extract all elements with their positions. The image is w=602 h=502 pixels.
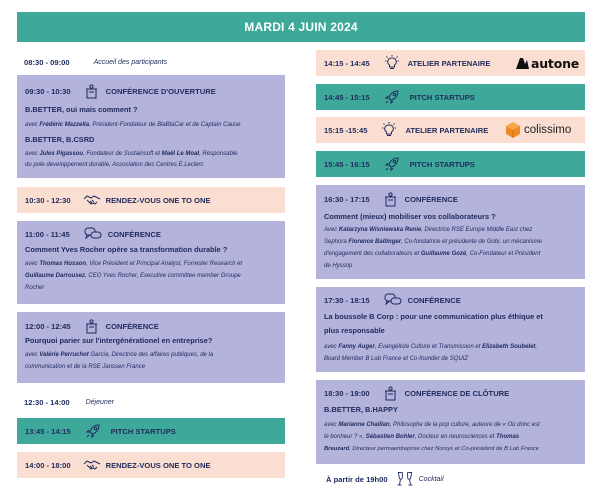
- pitch1-title: PITCH STARTUPS: [110, 426, 176, 436]
- opening-subtitle-1: B.BETTER, oui mais comment ?: [25, 105, 138, 114]
- podium-icon: [384, 386, 397, 401]
- conf4-desc-2: Board Member B Lab France et Co-founder de SQUIZ: [324, 356, 469, 362]
- conf4-desc-1: avec Fanny Auger, Evangéliste Culture et Transmission et Elizabeth Soubelet,: [324, 344, 538, 350]
- handshake-icon: [83, 459, 101, 471]
- conf1-title: CONFÉRENCE: [107, 229, 161, 239]
- lunch-label: Déjeuner: [85, 398, 115, 406]
- cocktail-label: Cocktail: [418, 475, 444, 483]
- opening-desc-2b: du pole developpement durable, Association des Centres E.Leclerc: [25, 162, 204, 168]
- welcome-label: Accueil des participants: [93, 58, 168, 66]
- conference-card-b-corp: [316, 287, 585, 372]
- conf2-desc-2: communication et de la RSE Janssen France: [25, 364, 146, 370]
- rocket-icon: [384, 89, 400, 105]
- pitch-startups-card-1: [17, 418, 285, 444]
- pitch1-time: 13:45 - 14:15: [25, 426, 71, 436]
- opening-subtitle-2: B.BETTER, B.CSRD: [25, 135, 95, 144]
- podium-icon: [85, 319, 98, 334]
- colissimo-logo-text: colissimo: [524, 124, 572, 136]
- colissimo-logo: [505, 117, 571, 143]
- atelier1-time: 14:15 - 14:45: [324, 58, 370, 68]
- day-title: MARDI 4 JUIN 2024: [244, 20, 358, 34]
- handshake-icon: [83, 194, 101, 206]
- closing-title: CONFÉRENCE DE CLÔTURE: [404, 388, 510, 398]
- meet1-title: RENDEZ-VOUS ONE TO ONE: [105, 195, 211, 205]
- conf3-desc-2: Sephora Florence Baitinger, Co-fondatrice et présidente de Gobi, un mécanisme: [324, 239, 542, 245]
- champagne-glasses-icon: [396, 471, 414, 487]
- closing-time: 18:30 - 19:00: [324, 388, 370, 398]
- conf2-desc-1: avec Valérie Perruchot Garcia, Directrice des affaires publiques, de la: [25, 352, 214, 358]
- opening-desc-1: avec Frédéric Mazzella, Président-Fondateur de BlaBlaCar et de Captain Cause: [25, 122, 241, 128]
- conf3-desc-4: de Hyssop: [324, 263, 353, 269]
- conf3-desc-1: Avec Katarzyna Wisniewska Renie, Directrice RSE Europe Middle East chez: [324, 227, 533, 233]
- closing-subtitle: B.BETTER, B.HAPPY: [324, 405, 398, 414]
- rocket-icon: [384, 156, 400, 172]
- pitch3-time: 15:45 - 16:15: [324, 159, 370, 169]
- pitch2-time: 14:45 - 15:15: [324, 92, 370, 102]
- atelier-partenaire-card-colissimo: [316, 117, 585, 143]
- conf1-desc-2: Guillaume Darrousez, CEO Yves Rocher, Executive committee member Groupe: [25, 273, 241, 279]
- opening-conference-card: [17, 75, 285, 178]
- atelier1-title: ATELIER PARTENAIRE: [407, 58, 491, 68]
- conference-card-intergenerationel: [17, 312, 285, 383]
- lunch-row: [24, 395, 114, 409]
- opening-title: CONFÉRENCE D'OUVERTURE: [105, 86, 216, 96]
- day-header: [17, 12, 585, 42]
- conf1-subtitle: Comment Yves Rocher opère sa transformation durable ?: [25, 245, 228, 254]
- welcome-row: [24, 56, 167, 68]
- cocktail-time: À partir de 19h00: [326, 474, 388, 484]
- conf2-subtitle: Pourquoi parier sur l'intergénérationel en entreprise?: [25, 336, 213, 345]
- speech-bubbles-icon: [84, 227, 102, 241]
- atelier-partenaire-card-autone: [316, 50, 585, 76]
- meet1-time: 10:30 - 12:30: [25, 195, 71, 205]
- autone-logo: [516, 50, 579, 76]
- atelier2-title: ATELIER PARTENAIRE: [405, 125, 489, 135]
- lightbulb-icon: [384, 55, 400, 71]
- closing-desc-3: Breuzard, Directeur permaentreprise chez Norsys et Co-président de B Lab France: [324, 446, 539, 452]
- pitch2-title: PITCH STARTUPS: [409, 92, 475, 102]
- conference-card-yves-rocher: [17, 221, 285, 304]
- one-to-one-card-1: [17, 187, 285, 213]
- pitch-startups-card-2: [316, 84, 585, 110]
- conf2-title: CONFÉRENCE: [105, 321, 159, 331]
- autone-logo-text: autone: [531, 55, 580, 71]
- one-to-one-card-2: [17, 452, 285, 478]
- cocktail-row: [326, 470, 444, 488]
- conf3-desc-3: d'engagement des collaborateurs et Guillaume Gozé, Co-Fondateur et Président: [324, 251, 541, 257]
- closing-desc-2: le bonheur ? », Sébastien Bohler, Docteur en neurosciences et Thomas: [324, 434, 520, 440]
- conference-card-collaborateurs: [316, 185, 585, 279]
- lunch-time: 12:30 - 14:00: [24, 397, 70, 407]
- rocket-icon: [85, 423, 101, 439]
- closing-desc-1: avec Marianne Chaillan, Philosophe de la pop culture, auteure de « Où donc est: [324, 422, 540, 428]
- meet2-time: 14:00 - 18:00: [25, 460, 71, 470]
- lightbulb-icon: [381, 122, 397, 138]
- podium-icon: [85, 84, 98, 99]
- pitch3-title: PITCH STARTUPS: [409, 159, 475, 169]
- opening-desc-2: avec Jules Pigassou, Fondateur de Sustainsoft et Maël Le Moal, Responsable: [25, 151, 238, 157]
- conf3-title: CONFÉRENCE: [404, 194, 458, 204]
- conf1-desc-1: avec Thomas Husson, Vice Président et Principal Analyst, Forrester Research et: [25, 261, 243, 267]
- conf1-desc-3: Rocher: [25, 285, 45, 291]
- conf1-time: 11:00 - 11:45: [25, 229, 70, 239]
- closing-conference-card: [316, 380, 585, 464]
- podium-icon: [384, 192, 397, 207]
- conf4-subtitle-1: La boussole B Corp : pour une communication plus éthique et: [324, 312, 543, 321]
- conf4-time: 17:30 - 18:15: [324, 295, 370, 305]
- conf3-subtitle: Comment (mieux) mobiliser vos collaborateurs ?: [324, 212, 496, 221]
- pitch-startups-card-3: [316, 151, 585, 177]
- speech-bubbles-icon: [384, 293, 402, 307]
- meet2-title: RENDEZ-VOUS ONE TO ONE: [105, 460, 211, 470]
- conf2-time: 12:00 - 12:45: [25, 321, 71, 331]
- conf3-time: 16:30 - 17:15: [324, 194, 370, 204]
- atelier2-time: 15:15 -15:45: [324, 125, 368, 135]
- welcome-time: 08:30 - 09:00: [24, 57, 70, 67]
- conf4-title: CONFÉRENCE: [407, 295, 461, 305]
- opening-time: 09:30 - 10:30: [25, 86, 71, 96]
- conf4-subtitle-2: plus responsable: [324, 326, 385, 335]
